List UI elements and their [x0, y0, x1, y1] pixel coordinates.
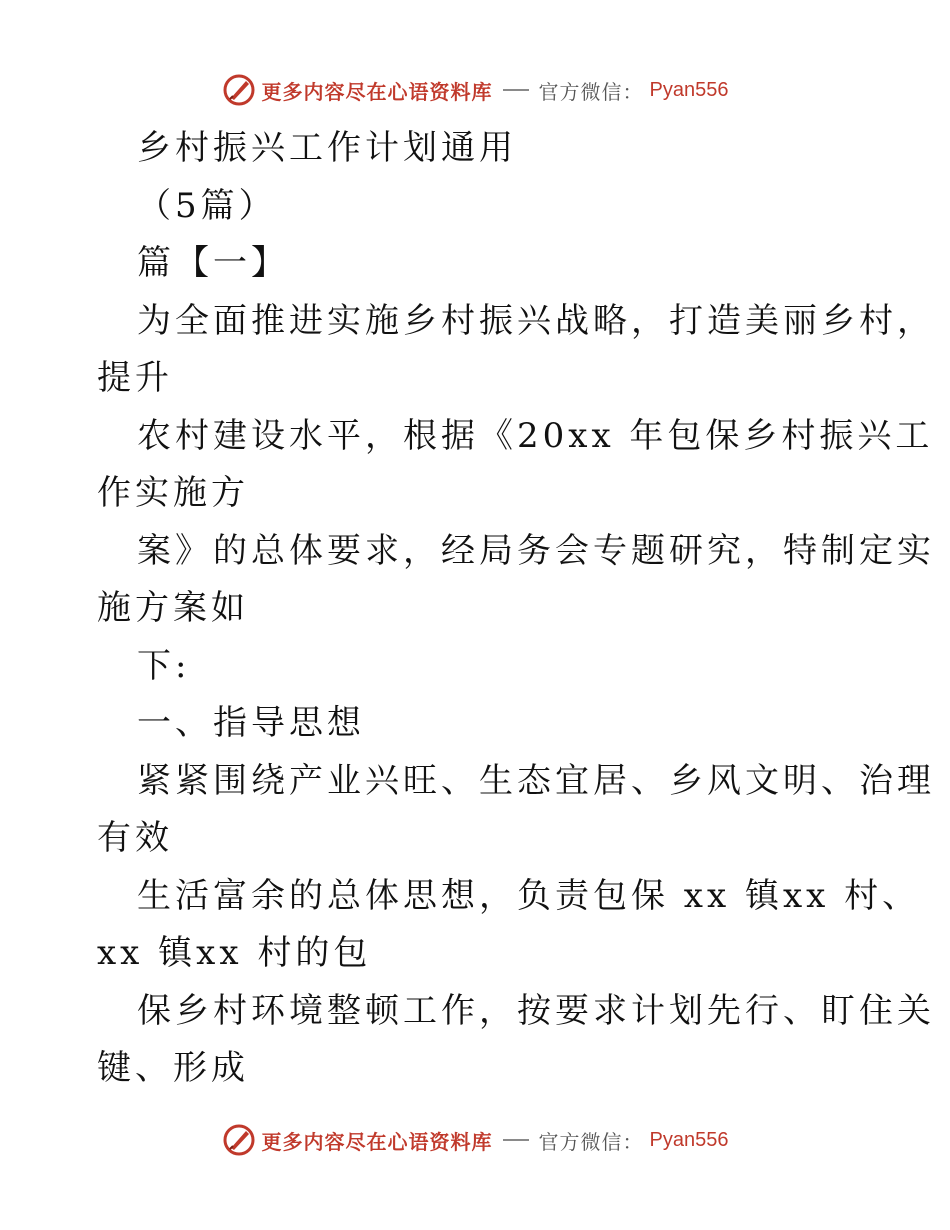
doc-line: 一、指导思想 — [137, 703, 365, 743]
document-body — [97, 120, 935, 1098]
doc-line: 篇【一】 — [137, 243, 289, 283]
banner-wechat-label: 官方微信： — [538, 1129, 644, 1154]
doc-line: 生活富余的总体思想，负责包保 xx 镇xx 村、 — [137, 875, 921, 916]
doc-line: 为全面推进实施乡村振兴战略，打造美丽乡村， — [137, 300, 935, 341]
banner-content — [222, 73, 729, 107]
banner-divider — [503, 89, 529, 91]
banner-main-text: 更多内容尽在心语资料库 — [261, 79, 493, 104]
doc-line: 作实施方 — [97, 473, 249, 513]
banner-content — [222, 1123, 729, 1157]
doc-line: （5篇） — [137, 185, 277, 226]
doc-line: 下: — [137, 645, 191, 686]
doc-line: 紧紧围绕产业兴旺、生态宜居、乡风文明、治理 — [137, 760, 935, 801]
doc-line: 有效 — [97, 818, 173, 858]
quill-logo-icon — [222, 73, 256, 107]
doc-line: 案》的总体要求，经局务会专题研究，特制定实 — [137, 530, 935, 571]
banner-divider — [503, 1139, 529, 1141]
doc-line: 提升 — [97, 358, 173, 398]
doc-line: 键、形成 — [97, 1048, 249, 1088]
quill-logo-icon — [222, 1123, 256, 1157]
header-banner — [0, 70, 950, 110]
banner-wechat-label: 官方微信： — [538, 79, 644, 104]
banner-wechat-id: Pyan556 — [649, 78, 729, 101]
doc-line: 农村建设水平，根据《20xx 年包保乡村振兴工 — [137, 415, 934, 456]
doc-line: xx 镇xx 村的包 — [97, 933, 372, 973]
doc-line: 乡村振兴工作计划通用 — [137, 128, 517, 168]
footer-banner — [0, 1120, 950, 1160]
doc-line: 施方案如 — [97, 588, 249, 628]
banner-wechat-id: Pyan556 — [649, 1128, 729, 1151]
banner-main-text: 更多内容尽在心语资料库 — [261, 1129, 493, 1154]
doc-line: 保乡村环境整顿工作，按要求计划先行、盯住关 — [137, 990, 935, 1031]
